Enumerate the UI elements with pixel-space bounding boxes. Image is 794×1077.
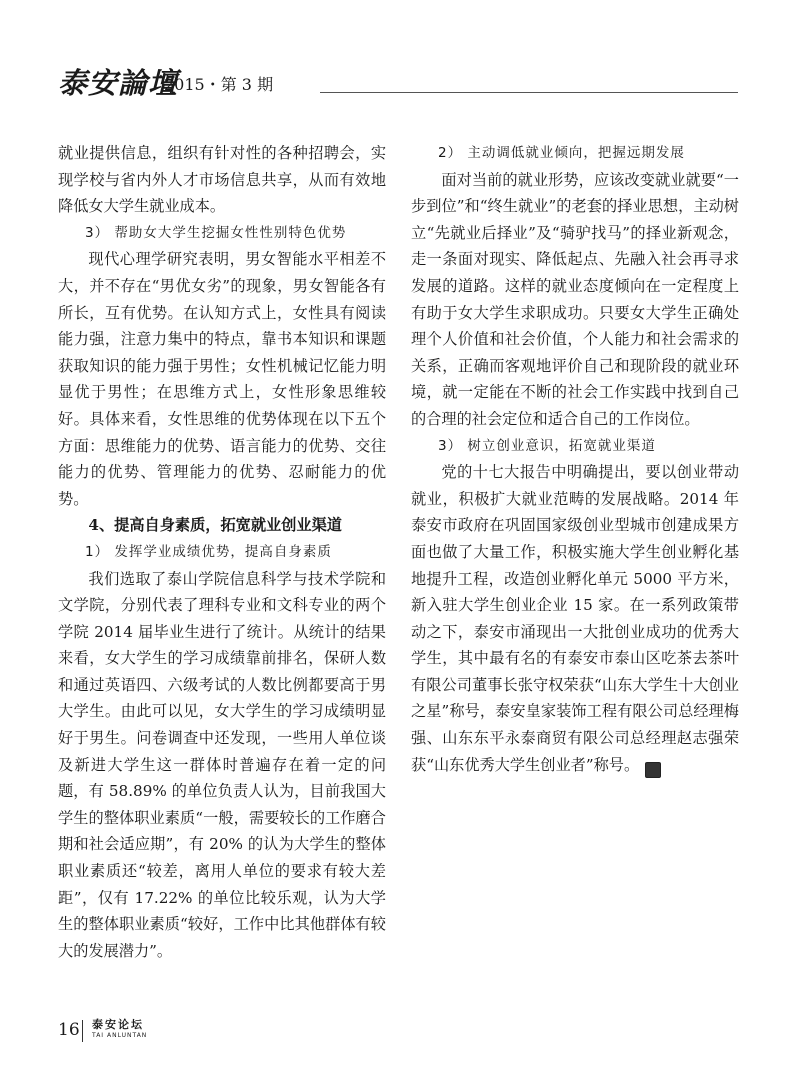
issue-info: 2015・第 3 期 bbox=[164, 75, 274, 94]
page-footer bbox=[58, 1018, 258, 1044]
footer-divider bbox=[82, 1020, 83, 1042]
paragraph: 面对当前的就业形势，应该改变就业就要“一步到位”和“终生就业”的老套的择业思想，主动树立“先就业后择业”及“骑驴找马”的择业新观念，走一条面对现实、降低起点、先融入社会再寻求发展的道路。这样的就业态度倾向在一定程度上有助于女大学生求职成功。只要女大学生正确处理个人价值和社会价值，个人能力和社会需求的关系，正确而客观地评价自己和现阶段的就业环境，就一定能在不断的社会工作实践中找到自己的合理的社会定位和适合自己的工作岗位。 bbox=[411, 170, 739, 428]
paragraph-text: 党的十七大报告中明确提出，要以创业带动就业，积极扩大就业范畴的发展战略。2014 年泰安市政府在巩固国家级创业型城市创建成果方面也做了大量工作，积极实施大学生创业孵化基地提升工程，改造创业孵化单元 5000 平方米，新入驻大学生创业企业 15 家。在一系列政策带动之下，泰安市涌现出一大批创业成功的优秀大学生，其中最有名的有泰安市泰山区吃茶去茶叶有限公司董事长张守权荣获“山东大学生十大创业之星”称号，泰安皇家装饰工程有限公司总经理梅强、山东东平永泰商贸有限公司总经理赵志强荣获“山东优秀大学生创业者”称号。 bbox=[411, 463, 739, 774]
right-column bbox=[411, 140, 739, 778]
end-mark-icon: 图 bbox=[645, 762, 661, 778]
footer-journal-name-en: TAI ANLUNTAN bbox=[92, 1032, 148, 1039]
footer-journal-name: 泰安论坛 bbox=[92, 1018, 144, 1031]
journal-title: 泰安論壇 bbox=[58, 66, 179, 100]
running-header bbox=[58, 66, 738, 100]
header-rule bbox=[320, 92, 738, 93]
paragraph: 我们选取了泰山学院信息科学与技术学院和文学院，分别代表了理科专业和文科专业的两个学院 2014 届毕业生进行了统计。从统计的结果来看，女大学生的学习成绩靠前排名，保研人数和通过英语四、六级考试的人数比例都要高于男大学生。由此可以见，女大学生的学习成绩明显好于男生。问卷调查中还发现，一些用人单位谈及新进大学生这一群体时普遍存在着一定的问题，有 58.89% 的单位负责人认为，目前我国大学生的整体职业素质“一般，需要较长的工作磨合期和社会适应期”，有 20% 的认为大学生的整体职业素质还“较差，离用人单位的要求有较大差距”，仅有 17.22% 的单位比较乐观，认为大学生的整体职业素质“较好，工作中比其他群体有较大的发展潜力”。 bbox=[58, 569, 386, 960]
subsection-heading: 2） 主动调低就业倾向，把握远期发展 bbox=[438, 145, 685, 161]
subsection-heading: 3） 树立创业意识，拓宽就业渠道 bbox=[438, 437, 656, 454]
paragraph: 现代心理学研究表明，男女智能水平相差不大，并不存在“男优女劣”的现象，男女智能各有所长，互有优势。在认知方式上，女性具有阅读能力强，注意力集中的特点，靠书本知识和课题获取知识的能力强于男性；女性机械记忆能力明显优于男性；在思维方式上，女性形象思维较好。具体来看，女性思维的优势体现在以下五个方面：思维能力的优势、语言能力的优势、交往能力的优势、管理能力的优势、忍耐能力的优势。 bbox=[58, 250, 386, 508]
subsection-heading: 1） 发挥学业成绩优势，提高自身素质 bbox=[85, 543, 332, 560]
subsection-heading: 3） 帮助女大学生挖掘女性性别特色优势 bbox=[85, 224, 347, 241]
left-column bbox=[58, 140, 386, 964]
section-heading: 4、提高自身素质，拓宽就业创业渠道 bbox=[88, 516, 342, 535]
paragraph-continuation: 就业提供信息，组织有针对性的各种招聘会，实现学校与省内外人才市场信息共享，从而有效地降低女大学生就业成本。 bbox=[58, 144, 386, 216]
page-number: 16 bbox=[58, 1020, 80, 1040]
paragraph bbox=[411, 459, 739, 778]
